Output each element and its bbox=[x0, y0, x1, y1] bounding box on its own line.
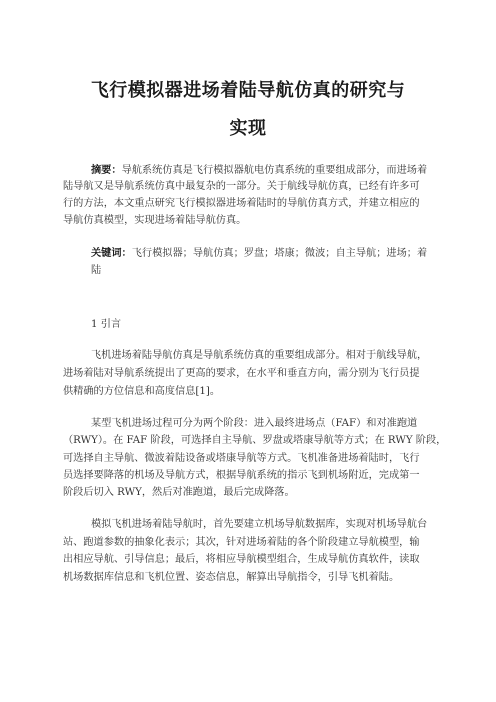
paragraph-line: 供精确的方位信息和高度信息[1]。 bbox=[63, 386, 221, 397]
paragraph-line: 可选择自主导航、微波着陆设备或塔康导航等方式。飞机准备进场着陆时，飞行 bbox=[63, 453, 420, 464]
paragraph-line: 某型飞机进场过程可分为两个阶段：进入最终进场点（FAF）和对准跑道 bbox=[91, 418, 418, 429]
paragraph-line: 阶段后切入 RWY，然后对准跑道，最后完成降落。 bbox=[63, 487, 295, 498]
keywords-label: 关键词： bbox=[91, 247, 132, 259]
keywords-text-continued: 陆 bbox=[91, 265, 102, 276]
keywords-text: 飞行模拟器；导航仿真；罗盘；塔康；微波；自主导航；进场；着 bbox=[131, 248, 428, 259]
paragraph-line: （RWY）。在 FAF 阶段，可选择自主导航、罗盘或塔康导航等方式；在 RWY 阶段， bbox=[63, 435, 447, 446]
section-heading: 1 引言 bbox=[91, 319, 122, 330]
abstract-text-line: 导航仿真模型，实现进场着陆导航仿真。 bbox=[63, 215, 247, 226]
paragraph-line: 员选择要降落的机场及导航方式，根据导航系统的指示飞到机场附近，完成第一 bbox=[63, 470, 420, 481]
paragraph-line: 机场数据库信息和飞机位置、姿态信息，解算出导航指令，引导飞机着陆。 bbox=[63, 572, 400, 583]
title-line-2: 实现 bbox=[229, 118, 267, 139]
abstract-text-line: 导航系统仿真是飞行模拟器航电仿真系统的重要组成部分，而进场着 bbox=[121, 165, 428, 176]
abstract-label: 摘要： bbox=[91, 164, 122, 176]
paragraph-line: 飞机进场着陆导航仿真是导航系统仿真的重要组成部分。相对于航线导航， bbox=[91, 350, 428, 361]
abstract-text-line: 陆导航又是导航系统仿真中最复杂的一部分。关于航线导航仿真，已经有许多可 bbox=[63, 181, 420, 192]
paragraph-line: 出相应导航、引导信息；最后，将相应导航模型组合，生成导航仿真软件，读取 bbox=[63, 554, 420, 565]
paragraph-line: 模拟飞机进场着陆导航时，首先要建立机场导航数据库，实现对机场导航台 bbox=[91, 519, 428, 530]
abstract-text-line: 行的方法，本文重点研究飞行模拟器进场着陆时的导航仿真方式，并建立相应的 bbox=[63, 198, 420, 209]
title-line-1: 飞行模拟器进场着陆导航仿真的研究与 bbox=[90, 80, 406, 101]
paragraph-line: 进场着陆对导航系统提出了更高的要求，在水平和垂直方向，需分别为飞行员提 bbox=[63, 368, 420, 379]
paragraph-line: 站、跑道参数的抽象化表示；其次，针对进场着陆的各个阶段建立导航模型，输 bbox=[63, 537, 420, 548]
keywords-first-line bbox=[91, 246, 427, 261]
abstract-first-line bbox=[91, 163, 427, 178]
